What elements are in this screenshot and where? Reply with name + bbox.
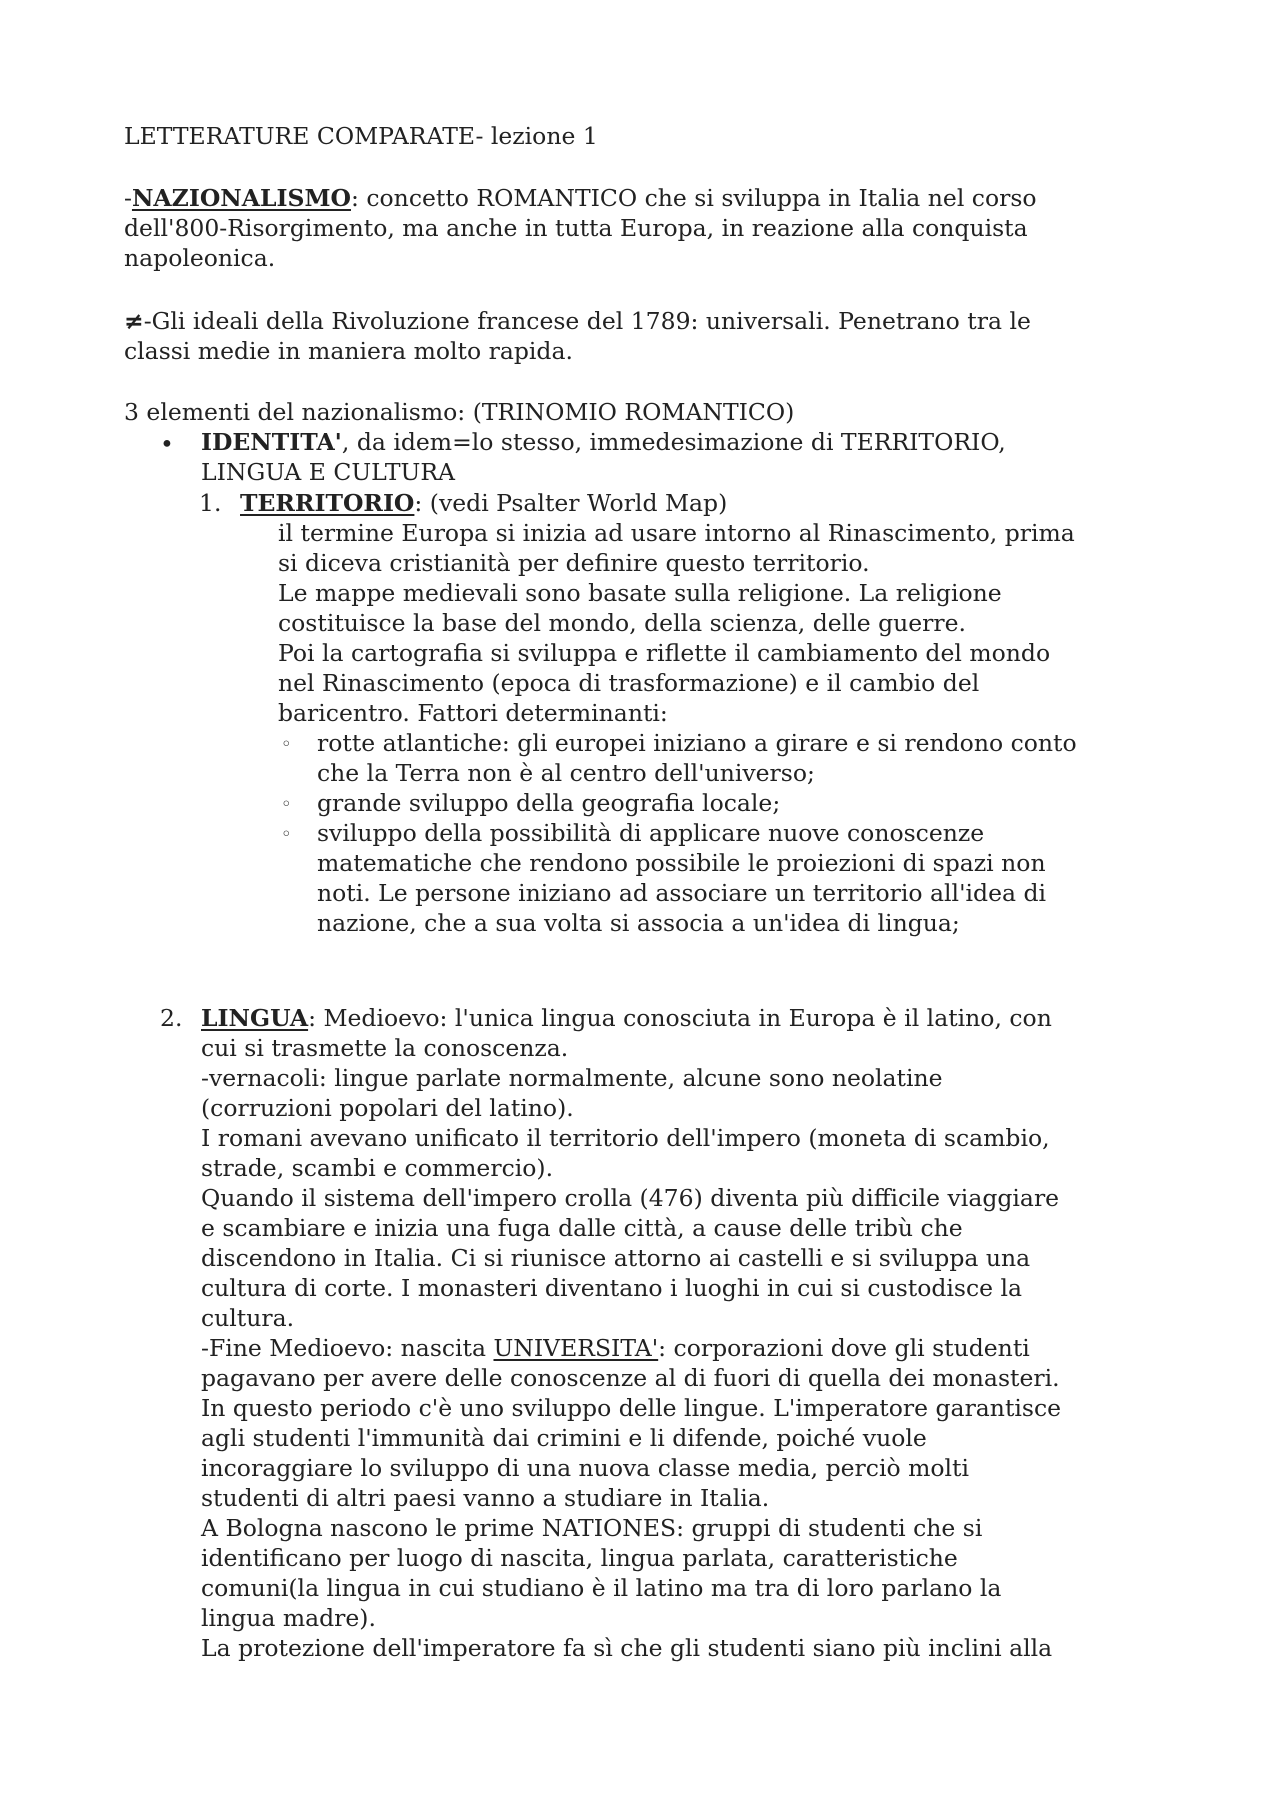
lingua-text-line: In questo periodo c'è uno sviluppo delle lingue. L'imperatore garantisce <box>201 1394 1062 1422</box>
lingua-text-line: identificano per luogo di nascita, lingua parlata, caratteristiche <box>201 1544 958 1572</box>
bullet-icon: • <box>160 430 174 458</box>
factor-line: grande sviluppo della geografia locale; <box>317 789 781 817</box>
lingua-line-1: LINGUA: Medioevo: l'unica lingua conosciuta in Europa è il latino, con <box>201 1004 1052 1032</box>
factor-line: che la Terra non è al centro dell'universo; <box>317 759 815 787</box>
list-number: 1. <box>199 489 222 517</box>
territorio-heading: TERRITORIO: (vedi Psalter World Map) <box>240 489 728 517</box>
lingua-text-line: lingua madre). <box>201 1604 376 1632</box>
lingua-text-line: discendono in Italia. Ci si riunisce attorno ai castelli e si sviluppa una <box>201 1244 1031 1272</box>
lingua-text-line: (corruzioni popolari del latino). <box>201 1094 574 1122</box>
nazionalismo-line-2: dell'800-Risorgimento, ma anche in tutta Europa, in reazione alla conquista <box>124 214 1028 242</box>
lingua-text-line: cultura. <box>201 1304 295 1332</box>
list-number: 2. <box>160 1004 183 1032</box>
territorio-text-line: si diceva cristianità per definire questo territorio. <box>278 549 870 577</box>
lingua-text-line: comuni(la lingua in cui studiano è il latino ma tra di loro parlano la <box>201 1574 1002 1602</box>
lingua-text-line: incoraggiare lo sviluppo di una nuova classe media, perciò molti <box>201 1454 969 1482</box>
factor-line: matematiche che rendono possibile le proiezioni di spazi non <box>317 849 1046 877</box>
lingua-text-line: cultura di corte. I monasteri diventano i luoghi in cui si custodisce la <box>201 1274 1023 1302</box>
factor-line: sviluppo della possibilità di applicare nuove conoscenze <box>317 819 985 847</box>
territorio-text-line: nel Rinascimento (epoca di trasformazione) e il cambio del <box>278 669 980 697</box>
universita-term: UNIVERSITA' <box>493 1334 659 1362</box>
identita-term: IDENTITA' <box>201 428 342 456</box>
territorio-text-line: Poi la cartografia si sviluppa e riflette il cambiamento del mondo <box>278 639 1051 667</box>
lingua-text-line: cui si trasmette la conoscenza. <box>201 1034 569 1062</box>
lingua-term: LINGUA <box>201 1004 309 1032</box>
territorio-text-line: costituisce la base del mondo, della scienza, delle guerre. <box>278 609 967 637</box>
nazionalismo-line-3: napoleonica. <box>124 244 276 272</box>
lingua-text-line: A Bologna nascono le prime NATIONES: gruppi di studenti che si <box>201 1514 983 1542</box>
rivoluzione-line-2: classi medie in maniera molto rapida. <box>124 337 573 365</box>
elements-heading: 3 elementi del nazionalismo: (TRINOMIO ROMANTICO) <box>124 398 795 426</box>
circle-bullet-icon: ◦ <box>281 734 292 755</box>
not-equal-symbol: ≠ <box>124 307 144 335</box>
identita-line-2: LINGUA E CULTURA <box>201 458 455 486</box>
circle-bullet-icon: ◦ <box>281 824 292 845</box>
universita-line: -Fine Medioevo: nascita UNIVERSITA': corporazioni dove gli studenti <box>201 1334 1030 1362</box>
lingua-text-line: studenti di altri paesi vanno a studiare in Italia. <box>201 1484 770 1512</box>
territorio-text-line: baricentro. Fattori determinanti: <box>278 699 668 727</box>
factor-line: noti. Le persone iniziano ad associare un territorio all'idea di <box>317 879 1047 907</box>
territorio-text-line: Le mappe medievali sono basate sulla religione. La religione <box>278 579 1002 607</box>
circle-bullet-icon: ◦ <box>281 794 292 815</box>
identita-line-1: IDENTITA', da idem=lo stesso, immedesimazione di TERRITORIO, <box>201 428 1006 456</box>
lingua-text-line: agli studenti l'immunità dai crimini e li difende, poiché vuole <box>201 1424 927 1452</box>
lingua-text-line: -vernacoli: lingue parlate normalmente, alcune sono neolatine <box>201 1064 943 1092</box>
lingua-text-line: strade, scambi e commercio). <box>201 1154 554 1182</box>
factor-line: rotte atlantiche: gli europei iniziano a girare e si rendono conto <box>317 729 1077 757</box>
lingua-text-line: La protezione dell'imperatore fa sì che gli studenti siano più inclini alla <box>201 1634 1053 1662</box>
document-title: LETTERATURE COMPARATE- lezione 1 <box>124 122 598 150</box>
factor-line: nazione, che a sua volta si associa a un'idea di lingua; <box>317 909 960 937</box>
territorio-term: TERRITORIO <box>240 489 415 517</box>
lingua-text-line: Quando il sistema dell'impero crolla (476) diventa più difficile viaggiare <box>201 1184 1060 1212</box>
nazionalismo-line-1: -NAZIONALISMO: concetto ROMANTICO che si sviluppa in Italia nel corso <box>124 184 1037 212</box>
lingua-text-line: e scambiare e inizia una fuga dalle città, a cause delle tribù che <box>201 1214 963 1242</box>
rivoluzione-line-1: ≠-Gli ideali della Rivoluzione francese del 1789: universali. Penetrano tra le <box>124 307 1031 335</box>
territorio-text-line: il termine Europa si inizia ad usare intorno al Rinascimento, prima <box>278 519 1075 547</box>
lingua-text-line: I romani avevano unificato il territorio dell'impero (moneta di scambio, <box>201 1124 1050 1152</box>
nazionalismo-term: NAZIONALISMO <box>131 184 351 212</box>
lingua-text-line: pagavano per avere delle conoscenze al di fuori di quella dei monasteri. <box>201 1364 1060 1392</box>
